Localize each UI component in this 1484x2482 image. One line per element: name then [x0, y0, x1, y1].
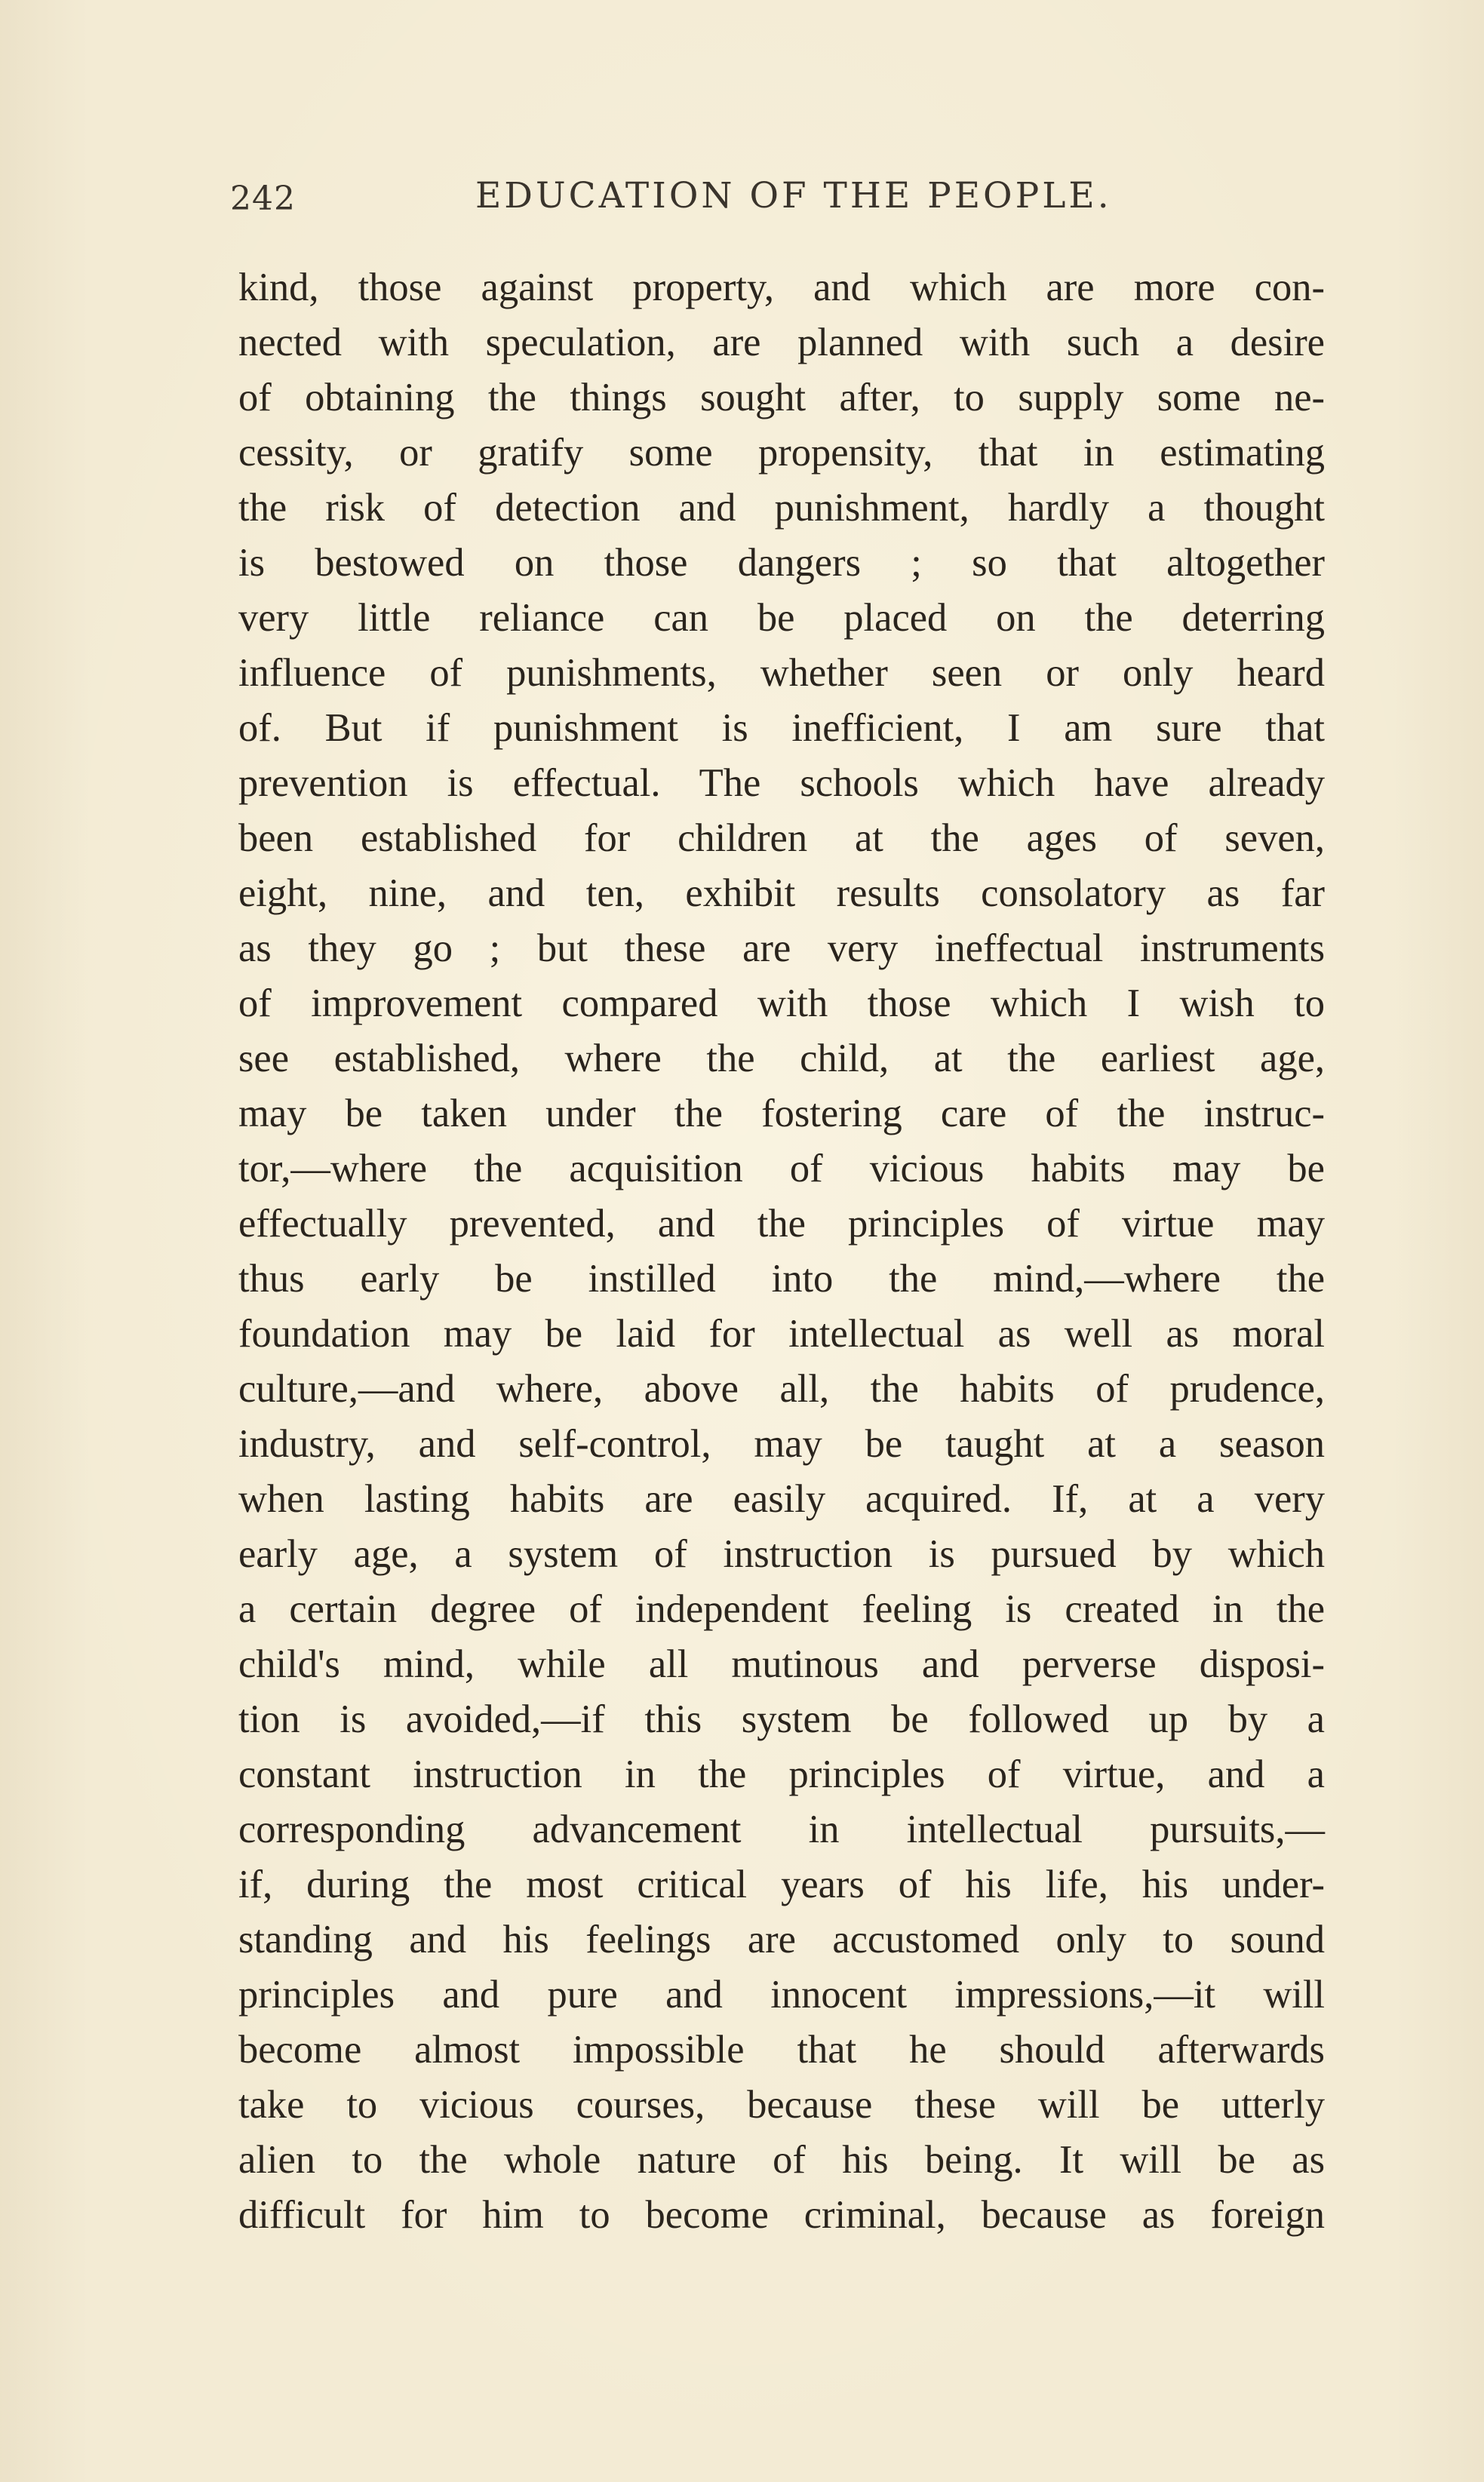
text-line: may be taken under the fostering care of the instruc-: [238, 1092, 1325, 1135]
text-line: of obtaining the things sought after, to supply some ne-: [238, 376, 1325, 419]
text-line: been established for children at the ages of seven,: [238, 816, 1325, 860]
text-line: when lasting habits are easily acquired. If, at a very: [238, 1477, 1325, 1521]
running-head: [230, 175, 1324, 228]
text-line: become almost impossible that he should afterwards: [238, 2028, 1325, 2072]
text-line: child's mind, while all mutinous and perverse disposi-: [238, 1642, 1325, 1686]
running-title: EDUCATION OF THE PEOPLE.: [475, 175, 1112, 217]
text-line: industry, and self-control, may be taught at a season: [238, 1422, 1325, 1466]
text-line: of improvement compared with those which I wish to: [238, 981, 1325, 1025]
text-line: standing and his feelings are accustomed only to sound: [238, 1918, 1325, 1961]
text-line: eight, nine, and ten, exhibit results consolatory as far: [238, 871, 1325, 915]
text-line: tion is avoided,—if this system be followed up by a: [238, 1697, 1325, 1741]
text-line: influence of punishments, whether seen or only heard: [238, 651, 1325, 695]
text-line: kind, those against property, and which are more con-: [238, 266, 1325, 309]
text-line: constant instruction in the principles of virtue, and a: [238, 1752, 1325, 1796]
text-line: take to vicious courses, because these will be utterly: [238, 2083, 1325, 2127]
text-line: tor,—where the acquisition of vicious habits may be: [238, 1147, 1325, 1190]
text-line: nected with speculation, are planned with such a desire: [238, 321, 1325, 364]
text-line: corresponding advancement in intellectual pursuits,—: [238, 1808, 1325, 1851]
text-line: foundation may be laid for intellectual as well as moral: [238, 1312, 1325, 1356]
text-line: alien to the whole nature of his being. It will be as: [238, 2138, 1325, 2182]
text-line: thus early be instilled into the mind,—where the: [238, 1257, 1325, 1301]
text-line: if, during the most critical years of his life, his under-: [238, 1863, 1325, 1906]
text-line: of. But if punishment is inefficient, I am sure that: [238, 706, 1325, 750]
text-line: culture,—and where, above all, the habits of prudence,: [238, 1367, 1325, 1411]
text-line: very little reliance can be placed on the deterring: [238, 596, 1325, 640]
text-line: cessity, or gratify some propensity, that in estimating: [238, 431, 1325, 475]
text-line: the risk of detection and punishment, hardly a thought: [238, 486, 1325, 530]
text-line: prevention is effectual. The schools which have already: [238, 761, 1325, 805]
body-text: [238, 260, 1325, 2243]
text-line: principles and pure and innocent impressions,—it will: [238, 1973, 1325, 2017]
text-line: a certain degree of independent feeling is created in the: [238, 1587, 1325, 1631]
text-line: as they go ; but these are very ineffectual instruments: [238, 926, 1325, 970]
text-line: early age, a system of instruction is pursued by which: [238, 1532, 1325, 1576]
text-line: is bestowed on those dangers ; so that altogether: [238, 541, 1325, 585]
text-line: effectually prevented, and the principles of virtue may: [238, 1202, 1325, 1246]
text-line: difficult for him to become criminal, because as foreign: [238, 2193, 1325, 2237]
page-number: 242: [230, 180, 296, 218]
text-line: see established, where the child, at the earliest age,: [238, 1037, 1325, 1080]
